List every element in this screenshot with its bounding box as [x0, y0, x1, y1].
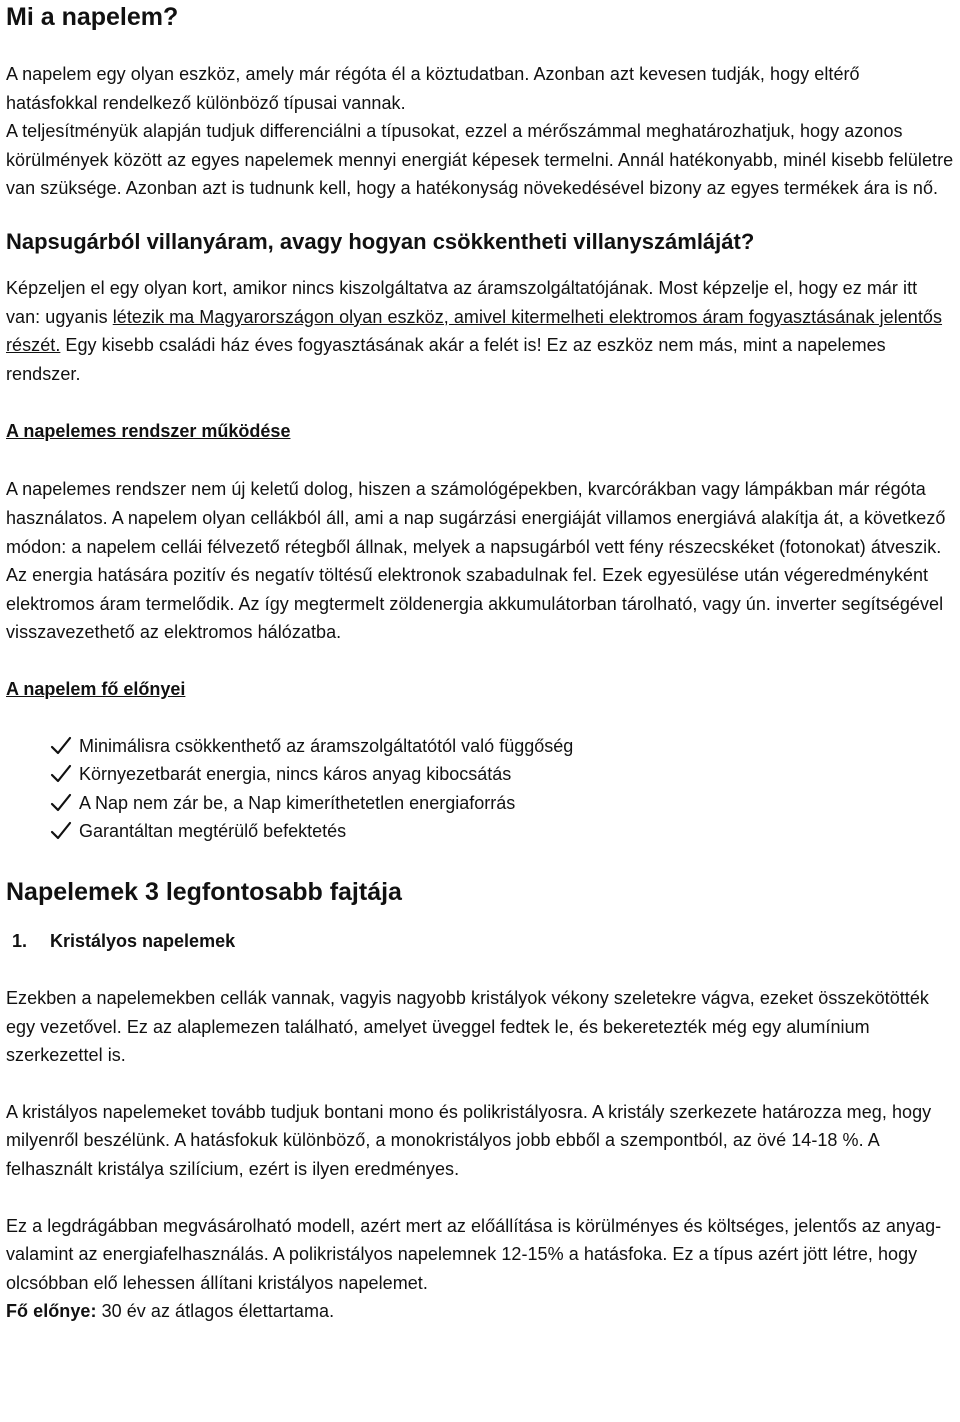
list-item: [50, 817, 954, 845]
kristalyos-paragraph-3: Ez a legdrágábban megvásárolható modell, azért mert az előállítása is körülményes és költséges, jelentős az anyag- valamint az energiafelhasználás. A polikristályos napelemnek 12-15% a hatásfoka. Ez a típus azért jött létre, hogy olcsóbban elő lehessen állítani kristályos napelemet.: [6, 1215, 942, 1293]
subsection-title: Kristályos napelemek: [50, 931, 236, 952]
paragraph-text-end: Egy kisebb családi ház éves fogyasztásának akár a felét is! Ez az eszköz nem más, mint a napelemes rendszer.: [6, 335, 886, 384]
intro-paragraph-2: A teljesítményük alapján tudjuk differenciálni a típusokat, ezzel a mérőszámmal meghatározhatjuk, hogy azonos körülmények között az egyes napelemek mennyi energiát képesek termelni. Annál hatékonyabb, minél kisebb felületre van szüksége. Azonban azt is tudnunk kell, hogy a hatékonyság növekedésével bizony az egyes termékek ára is nő.: [6, 121, 954, 199]
subsection-heading-kristalyos: [6, 927, 954, 955]
check-icon: [50, 820, 72, 842]
list-item-text: Környezetbarát energia, nincs káros anyag kibocsátás: [79, 764, 512, 785]
advantage-line: [6, 1297, 954, 1326]
check-icon: [50, 763, 72, 785]
list-item-text: Garantáltan megtérülő befektetés: [79, 820, 347, 841]
list-item: [50, 789, 954, 817]
section-heading-mukodes: A napelemes rendszer működése: [6, 421, 291, 442]
advantage-text: 30 év az átlagos élettartama.: [96, 1301, 335, 1322]
list-item-text: A Nap nem zár be, a Nap kimeríthetetlen energiaforrás: [79, 792, 516, 813]
advantage-label: Fő előnye:: [6, 1301, 97, 1322]
list-item: [50, 732, 954, 760]
advantages-list: [6, 732, 954, 845]
kristalyos-paragraph-2: A kristályos napelemeket tovább tudjuk bontani mono és polikristályosra. A kristály szerkezete határozza meg, hogy milyenről beszélünk. A hatásfokuk különböző, a monokristályos jobb ebből a szempontból, az övé 14-18 %. A felhasznált kristálya szilícium, ezért is ilyen eredményes.: [6, 1101, 932, 1180]
section-paragraph-mukodes: A napelemes rendszer nem új keletű dolog, hiszen a számológépekben, kvarcórákban vagy lámpákban már régóta használatos. A napelem olyan cellákból áll, ami a nap sugárzási energiáját villamos energiává alakítja át, a következő módon: a napelem cellái félvezető rétegből állnak, melyek a napsugárból vett fény részecskéket (fotonokat) átveszik. Az energia hatására pozitív és negatív töltésű elektronok szabadulnak fel. Ezek egyesülése után végeredményként elektromos áram termelődik. Az így megtermelt zöldenergia akkumulátorban tárolható, vagy ún. inverter segítségével visszavezethető az elektromos hálózatba.: [6, 479, 946, 643]
list-item-text: Minimálisra csökkenthető az áramszolgáltatótól való függőség: [79, 735, 574, 756]
subsection-number: 1.: [12, 931, 28, 952]
section-paragraph-villanyaram: [6, 274, 954, 388]
kristalyos-paragraph-1: Ezekben a napelemekben cellák vannak, vagyis nagyobb kristályok vékony szeletekre vágva, ezeket összekötötték egy vezetővel. Ez az alaplemezen található, amelyet üveggel fedtek le, és bekeretezték még egy alumínium szerkezettel is.: [6, 988, 929, 1066]
check-icon: [50, 792, 72, 814]
intro-paragraph-1: A napelem egy olyan eszköz, amely már régóta él a köztudatban. Azonban azt kevesen tudják, hogy eltérő hatásfokkal rendelkező különböző típusai vannak.: [6, 64, 860, 113]
check-icon: [50, 735, 72, 757]
underlined-highlight: létezik ma Magyarországon olyan eszköz, amivel kitermelheti elektromos áram fogyasztásának jelentős részét.: [6, 306, 943, 356]
section-heading-fajtak: Napelemek 3 legfontosabb fajtája: [6, 878, 402, 907]
paragraph-text-start: Képzeljen el egy olyan kort, amikor nincs kiszolgáltatva az áramszolgáltatójának. Most képzelje el, hogy ez már itt van: ugyanis: [6, 277, 918, 327]
page-title: Mi a napelem?: [6, 3, 179, 31]
list-item: [50, 760, 954, 788]
section-heading-elonyok: A napelem fő előnyei: [6, 678, 186, 699]
section-heading-villanyaram: Napsugárból villanyáram, avagy hogyan csökkentheti villanyszámláját?: [6, 228, 755, 254]
